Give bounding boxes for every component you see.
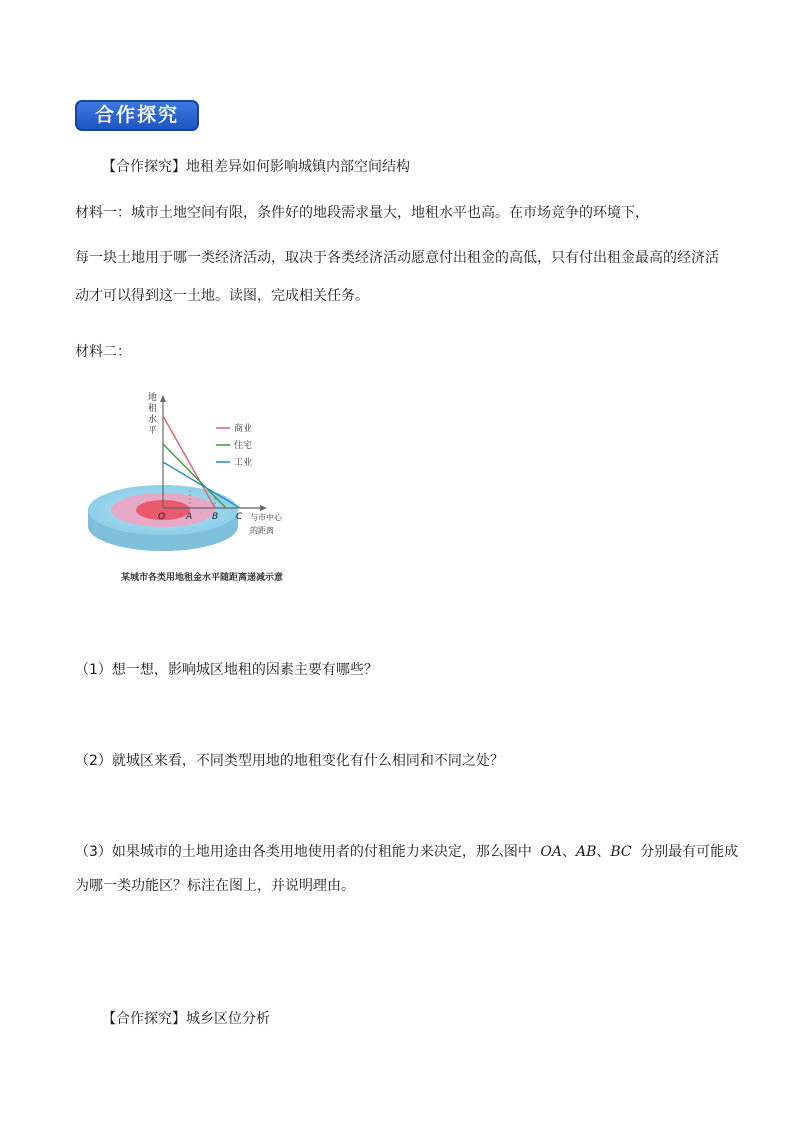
- y-label-1: 地: [148, 393, 158, 403]
- topic-heading-1: 【合作探究】地租差异如何影响城镇内部空间结构: [102, 159, 410, 175]
- point-c: C: [236, 512, 243, 522]
- material1-line-2: 每一块土地用于哪一类经济活动，取决于各类经济活动愿意付出租金的高低，只有付出租金最高的经济活: [75, 250, 719, 266]
- separator-2: 、: [596, 844, 611, 860]
- y-label-4: 平: [148, 426, 158, 436]
- material1-line-1: 材料一：城市土地空间有限，条件好的地段需求量大，地租水平也高。在市场竞争的环境下，: [75, 205, 649, 221]
- question-3-suffix: 分别最有可能成: [640, 844, 739, 860]
- point-a: A: [186, 512, 193, 522]
- legend-commerce: 商业: [234, 424, 253, 434]
- y-axis-arrow: [160, 395, 166, 402]
- figure-caption: 某城市各类用地租金水平随距离递减示意: [121, 573, 284, 583]
- question-1: （1）想一想，影响城区地租的因素主要有哪些？: [75, 662, 378, 678]
- y-label-2: 租: [148, 404, 158, 414]
- point-b: B: [212, 512, 219, 522]
- segment-oa: OA: [540, 844, 562, 860]
- segment-ab: AB: [575, 844, 597, 860]
- material2-label: 材料二：: [75, 344, 131, 360]
- material1-line-3: 动才可以得到这一土地。读图，完成相关任务。: [75, 288, 369, 304]
- x-label-1: 与市中心: [250, 513, 282, 522]
- separator-1: 、: [561, 844, 576, 860]
- land-rent-figure: [88, 388, 328, 597]
- question-3-line-2: 为哪一类功能区？标注在图上，并说明理由。: [75, 878, 355, 894]
- question-2: （2）就城区来看，不同类型用地的地租变化有什么相同和不同之处？: [75, 753, 504, 769]
- legend-industry: 工业: [234, 458, 253, 468]
- x-label-2: 的距离: [250, 526, 274, 535]
- point-o: O: [158, 512, 166, 522]
- segment-bc: BC: [610, 844, 632, 860]
- land-rent-diagram: [88, 388, 328, 593]
- x-axis-arrow: [260, 505, 267, 511]
- question-3-prefix: （3）如果城市的土地用途由各类用地使用者的付租能力来决定，那么图中: [75, 844, 532, 860]
- question-3-line-1: [75, 842, 738, 862]
- section-badge: 合作探究: [75, 100, 199, 131]
- legend-residence: 住宅: [234, 441, 253, 451]
- y-label-3: 水: [148, 415, 158, 425]
- topic-heading-2: 【合作探究】城乡区位分析: [102, 1011, 270, 1027]
